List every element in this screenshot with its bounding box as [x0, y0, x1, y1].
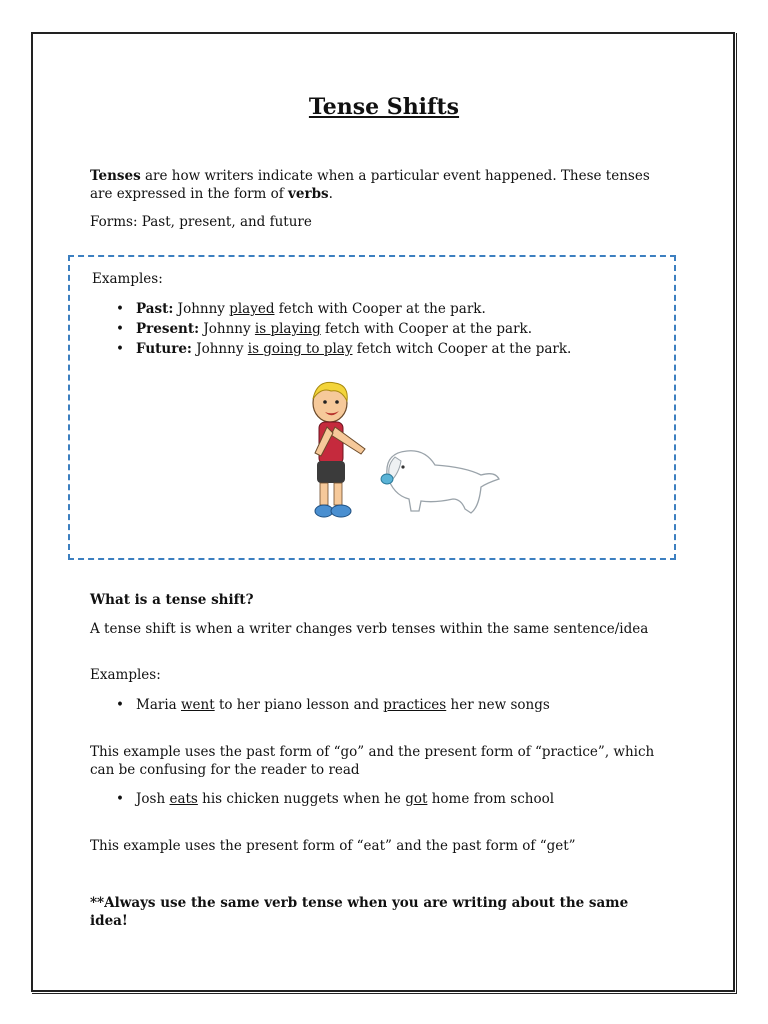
example-text: fetch with Cooper at the park.	[274, 301, 486, 317]
term-tenses: Tenses	[90, 168, 141, 184]
list-item	[116, 319, 571, 339]
examples-label: Examples:	[92, 271, 163, 287]
term-verbs: verbs	[288, 186, 329, 202]
examples-box	[68, 255, 676, 560]
example-text: Josh	[136, 791, 170, 807]
tense-shift-heading: What is a tense shift?	[90, 592, 254, 608]
example-verb: practices	[383, 697, 447, 713]
intro-text-1: are how writers indicate when a particular event happened. These tenses are expressed in the form of	[90, 168, 650, 202]
example-text: his chicken nuggets when he	[197, 791, 406, 807]
page-title: Tense Shifts	[308, 94, 460, 120]
example-verb: eats	[169, 791, 198, 807]
intro-text-2: .	[328, 186, 333, 202]
shift-example-2	[116, 790, 554, 808]
example-text: to her piano lesson and	[214, 697, 384, 713]
rule-statement: **Always use the same verb tense when you are writing about the same idea!	[90, 895, 629, 929]
tense-shift-definition: A tense shift is when a writer changes verb tenses within the same sentence/idea	[90, 621, 649, 637]
example-verb: is going to play	[247, 341, 353, 357]
example-text: fetch witch Cooper at the park.	[352, 341, 572, 357]
example-verb: got	[405, 791, 428, 807]
shift-example-1	[116, 696, 550, 714]
example-text: Johnny	[173, 301, 230, 317]
intro-paragraph	[90, 167, 660, 203]
example-text: Johnny	[199, 321, 255, 337]
list-item	[116, 339, 571, 359]
boy-figure	[313, 382, 365, 517]
tense-label: Present:	[136, 321, 200, 337]
forms-line: Forms: Past, present, and future	[90, 214, 312, 230]
example-verb: is playing	[254, 321, 321, 337]
example-verb: went	[180, 697, 215, 713]
example-text: home from school	[427, 791, 555, 807]
example-text: fetch with Cooper at the park.	[320, 321, 533, 337]
shift-examples-label: Examples:	[90, 667, 161, 683]
tense-examples-list	[116, 299, 571, 359]
example-text: her new songs	[446, 697, 550, 713]
list-item	[116, 299, 571, 319]
boy-and-dog-illustration	[275, 375, 505, 535]
example-text: Johnny	[191, 341, 248, 357]
explanation-1: This example uses the past form of “go” and the present form of “practice”, which can be confusing for the reader to read	[90, 744, 655, 778]
explanation-2: This example uses the present form of “eat” and the past form of “get”	[90, 838, 576, 854]
example-verb: played	[229, 301, 275, 317]
tense-label: Future:	[136, 341, 192, 357]
dog-figure	[381, 451, 499, 513]
tense-label: Past:	[136, 301, 174, 317]
example-text: Maria	[136, 697, 181, 713]
